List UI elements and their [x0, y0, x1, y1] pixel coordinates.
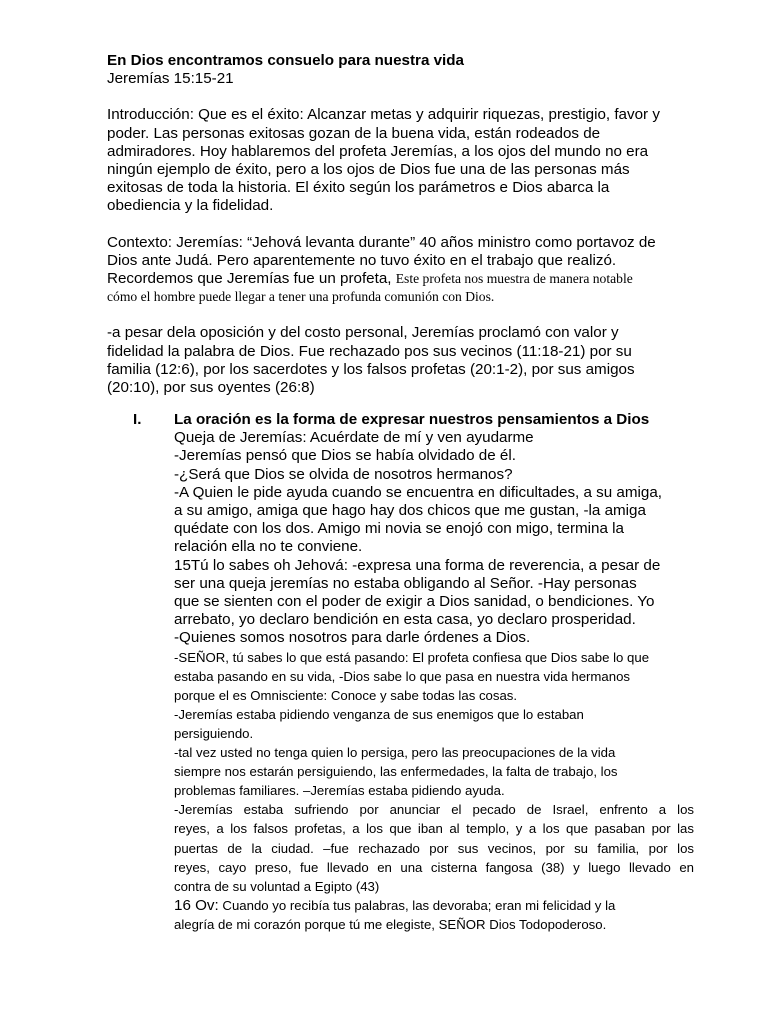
verse-16-line: alegría de mi corazón porque tú me elegiste, SEÑOR Dios Todopoderoso.	[174, 916, 607, 932]
section-heading: La oración es la forma de expresar nuestros pensamientos a Dios	[174, 411, 650, 428]
small-line: persiguiendo.	[174, 726, 254, 742]
section-numeral: I.	[133, 411, 142, 428]
opposition-line: -a pesar dela oposición y del costo personal, Jeremías proclamó con valor y	[107, 324, 619, 342]
small-line: -SEÑOR, tú sabes lo que está pasando: El profeta confiesa que Dios sabe lo que	[174, 649, 650, 665]
justified-line: -Jeremías estaba sufriendo por anunciar el pecado de Israel, enfrento a los	[174, 802, 694, 818]
context-line: Dios ante Judá. Pero aparentemente no tuvo éxito en el trabajo que realizó.	[107, 251, 617, 269]
small-line: porque el es Omnisciente: Conoce y sabe todas las cosas.	[174, 687, 518, 703]
intro-paragraph	[107, 106, 667, 215]
context-line: Contexto: Jeremías: “Jehová levanta durante” 40 años ministro como portavoz de	[107, 233, 656, 251]
context-serif-line: cómo el hombre puede llegar a tener una profunda comunión con Dios.	[107, 289, 495, 305]
small-line: -Jeremías estaba pidiendo venganza de sus enemigos que lo estaban	[174, 706, 584, 722]
section-line: -Jeremías pensó que Dios se había olvidado de él.	[174, 447, 516, 465]
context-line	[107, 270, 667, 288]
justified-line: contra de su voluntad a Egipto (43)	[174, 878, 380, 894]
small-line: -tal vez usted no tenga quien lo persiga, pero las preocupaciones de la vida	[174, 745, 616, 761]
section-line: arrebato, yo declaro bendición en esta casa, yo declaro prosperidad.	[174, 611, 636, 629]
context-serif-text: Este profeta nos muestra de manera notable	[395, 271, 633, 287]
verse-16-line	[174, 896, 694, 915]
intro-line: Introducción: Que es el éxito: Alcanzar metas y adquirir riquezas, prestigio, favor y	[107, 106, 660, 124]
verse-16-text: Cuando yo recibía tus palabras, las devoraba; eran mi felicidad y la	[218, 897, 616, 913]
justified-line: reyes, cayo preso, fue llevado en una cisterna fangosa (38) y luego llevado en	[174, 859, 694, 875]
justified-line: puertas de la ciudad. –fue rechazado por sus vecinos, por su familia, por los	[174, 840, 694, 856]
intro-line: poder. Las personas exitosas gozan de la buena vida, están rodeados de	[107, 124, 601, 142]
section-line: ser una queja jeremías no estaba obligando al Señor. -Hay personas	[174, 574, 637, 592]
intro-line: admiradores. Hoy hablaremos del profeta Jeremías, a los ojos del mundo no era	[107, 142, 649, 160]
opposition-paragraph	[107, 324, 667, 397]
scripture-reference: Jeremías 15:15-21	[107, 70, 234, 88]
document-title: En Dios encontramos consuelo para nuestra vida	[107, 52, 465, 69]
small-line: siempre nos estarán persiguiendo, las enfermedades, la falta de trabajo, los	[174, 764, 618, 780]
verse-16-prefix: 16 Ov:	[174, 896, 219, 914]
intro-line: ningún ejemplo de éxito, pero a los ojos de Dios fue una de las personas más	[107, 161, 630, 179]
section-line: que se sienten con el poder de exigir a Dios sanidad, o bendiciones. Yo	[174, 593, 655, 611]
context-paragraph	[107, 234, 667, 307]
small-line: problemas familiares. –Jeremías estaba pidiendo ayuda.	[174, 783, 505, 799]
section-line: -A Quien le pide ayuda cuando se encuentra en dificultades, a su amiga,	[174, 483, 663, 501]
intro-line: exitosas de toda la historia. El éxito según los parámetros e Dios abarca la	[107, 179, 610, 197]
opposition-line: familia (12:6), por los sacerdotes y los falsos profetas (20:1-2), por sus amigos	[107, 360, 635, 378]
justified-line: reyes, a los falsos profetas, a los que iban al templo, y a los que pasaban por las	[174, 821, 694, 837]
section-line: quédate con los dos. Amigo mi novia se enojó con migo, termina la	[174, 520, 624, 538]
section-body	[174, 411, 694, 934]
opposition-line: (20:10), por sus oyentes (26:8)	[107, 379, 315, 397]
section-line: -¿Será que Dios se olvida de nosotros hermanos?	[174, 465, 513, 483]
document-page	[107, 52, 667, 397]
context-sans-text: Recordemos que Jeremías fue un profeta,	[107, 270, 396, 288]
section-line: relación ella no te conviene.	[174, 538, 363, 556]
intro-line: obediencia y la fidelidad.	[107, 197, 274, 215]
section-line: a su amigo, amiga que hago hay dos chicos que me gustan, -la amiga	[174, 502, 646, 520]
section-line: Queja de Jeremías: Acuérdate de mí y ven ayudarme	[174, 429, 534, 447]
small-line: estaba pasando en su vida, -Dios sabe lo que pasa en nuestra vida hermanos	[174, 668, 630, 684]
section-line: 15Tú lo sabes oh Jehová: -expresa una forma de reverencia, a pesar de	[174, 556, 661, 574]
opposition-line: fidelidad la palabra de Dios. Fue rechazado pos sus vecinos (11:18-21) por su	[107, 342, 632, 360]
section-line: -Quienes somos nosotros para darle órdenes a Dios.	[174, 629, 531, 647]
